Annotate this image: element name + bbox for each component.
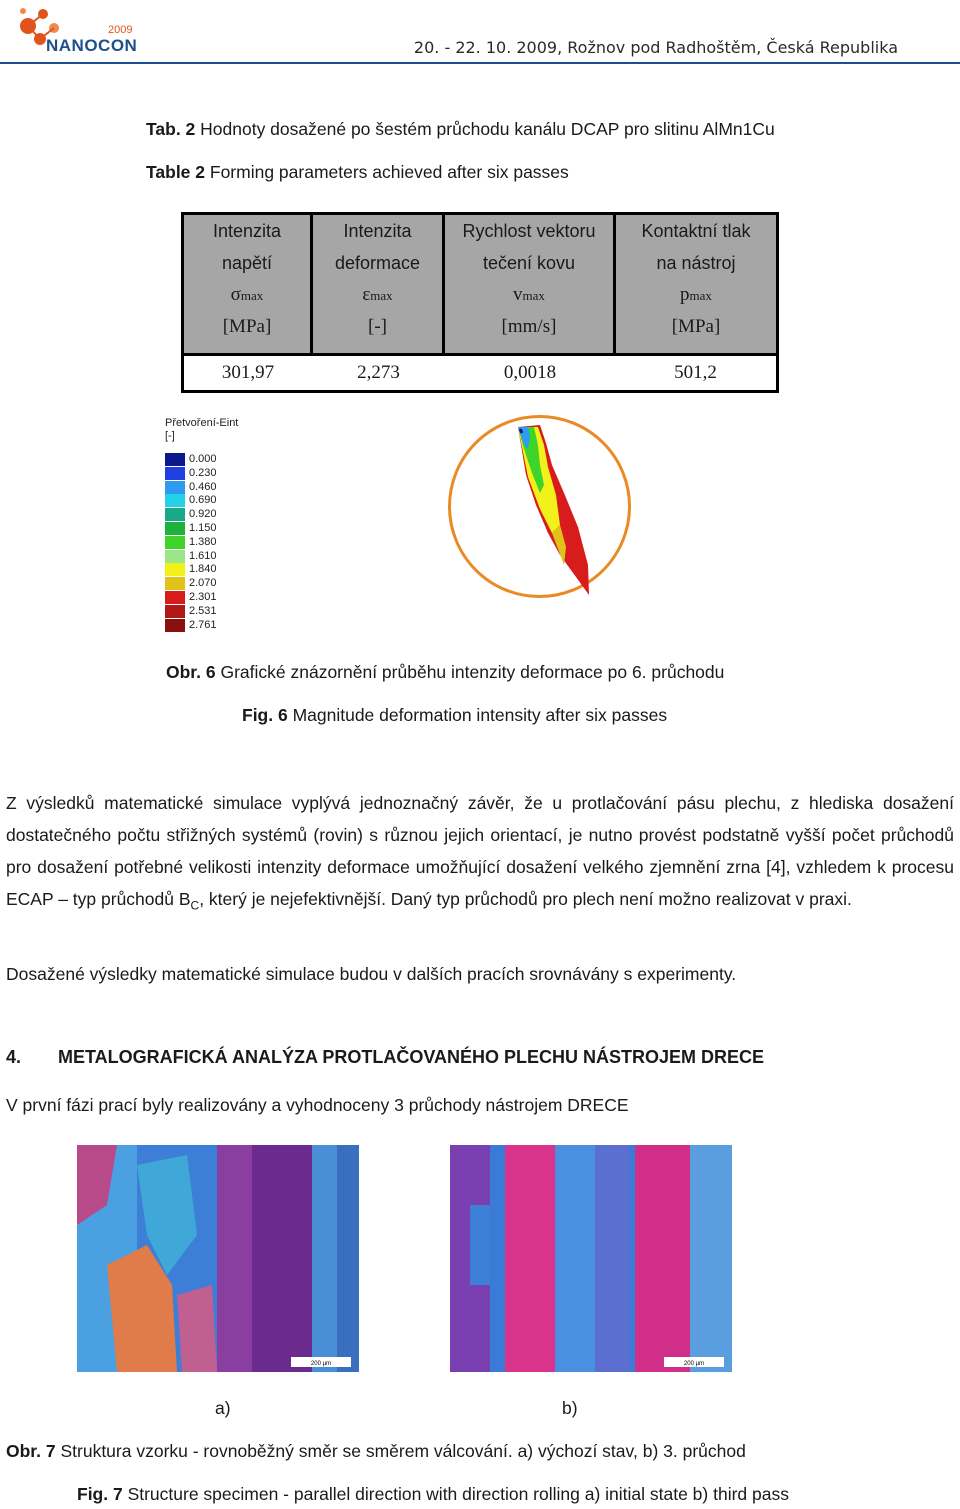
table-header-cell [445,215,616,353]
logo-year: 2009 [108,24,133,36]
micrograph-label-b: b) [562,1398,578,1418]
parameters-table [181,212,779,393]
legend-swatch [165,577,185,590]
legend-label: 1.380 [189,535,217,548]
legend-swatch [165,453,185,466]
legend-swatch [165,536,185,549]
figure6-caption-en: Fig. 6 Magnitude deformation intensity after six passes [242,705,668,725]
table-header-row [184,215,776,353]
comparison-paragraph: Dosažené výsledky matematické simulace budou v dalších pracích srovnávány s experimenty. [6,964,737,984]
header-line2: napětí [221,253,273,273]
legend-swatch [165,550,185,563]
micrograph-initial-state [77,1145,359,1372]
table-header-cell [184,215,313,353]
header-line1: Kontaktní tlak [641,221,751,241]
legend-label: 1.840 [189,563,217,576]
header-symbol: σmax [230,284,264,305]
table-header-cell [616,215,776,353]
header-symbol: vmax [513,284,545,305]
legend-label: 1.150 [189,522,217,534]
legend-label: 0.690 [189,494,217,507]
header-unit: [MPa] [671,316,721,337]
legend-swatch [165,522,185,535]
table-cell: 2,273 [313,356,445,390]
legend-swatch [165,467,185,480]
scale-bar-label: 200 µm [310,1361,332,1367]
figure6-caption-cz: Obr. 6 Grafické znázornění průběhu intenzity deformace po 6. průchodu [166,662,725,682]
legend-swatch [165,563,185,576]
header-line2: na nástroj [656,253,736,273]
table-cell: 301,97 [184,356,313,390]
header-line1: Intenzita [212,221,282,241]
legend-label: 0.920 [189,508,217,521]
logo-text: NANOCON [46,36,138,55]
table-cell: 0,0018 [445,356,616,390]
table-cell: 501,2 [616,356,776,390]
header-date-place: 20. - 22. 10. 2009, Rožnov pod Radhoštěm, Česká Republika [413,38,898,57]
header-line1: Intenzita [343,221,412,241]
header-line1: Rychlost vektoru [462,221,596,241]
legend-label: 2.301 [189,591,217,603]
micrograph-label-a: a) [215,1398,231,1418]
header-unit: [mm/s] [501,316,557,337]
table-caption-en: Table 2 Forming parameters achieved after six passes [146,162,569,182]
deformation-simulation-image [448,415,631,598]
header-unit: [MPa] [222,316,272,337]
header-unit: [-] [368,316,387,337]
legend-title: Přetvoření-Eint [-] [165,417,239,442]
legend-swatch [165,481,185,494]
legend-label: 0.000 [189,453,217,465]
figure7-caption-en: Fig. 7 Structure specimen - parallel direction with direction rolling a) initial state b) third pass [77,1484,789,1504]
legend-label: 1.610 [189,549,217,562]
section-heading: 4. METALOGRAFICKÁ ANALÝZA PROTLAČOVANÉHO PLECHU NÁSTROJEM DRECE [6,1047,765,1067]
legend-swatch [165,508,185,521]
results-paragraph: Z výsledků matematické simulace vyplývá jednoznačný závěr, že u protlačování pásu plechu, z hlediska dosažení dostatečného počtu střižných systémů (rovin) s různou jejich orientací, je nutno provést podstatně vyšší počet průchodů pro dosažení potřebné velikosti intenzity deformace umožňující dosažení velkého zjemnění zrna [4], vzhledem k procesu ECAP – typ průchodů $B_C$, který je nejefektivnější. Daný typ průchodů pro plech není možno realizovat v praxi. [6,793,954,913]
micrograph-third-pass [450,1145,732,1372]
legend-label: 2.070 [189,577,217,590]
header-symbol: εmax [362,284,393,305]
section-intro: V první fázi prací byly realizovány a vyhodnoceny 3 průchody nástrojem DRECE [6,1095,629,1115]
figure7-caption-cz: Obr. 7 Struktura vzorku - rovnoběžný směr se směrem válcování. a) výchozí stav, b) 3. průchod [6,1441,746,1461]
table-header-cell [313,215,445,353]
table-caption-cz: Tab. 2 Hodnoty dosažené po šestém průchodu kanálu DCAP pro slitinu AlMn1Cu [146,119,775,139]
table-row [184,356,776,390]
legend-label: 2.531 [189,604,217,617]
scale-bar-label: 200 µm [683,1361,705,1367]
header-symbol: pmax [680,284,712,305]
legend-swatch [165,619,185,632]
legend-swatch [165,591,185,604]
header-line2: deformace [334,253,421,273]
legend-swatch [165,494,185,507]
header-rule [0,62,960,64]
legend-swatch [165,605,185,618]
legend-label: 0.230 [189,466,217,479]
header-line2: tečení kovu [482,253,576,273]
legend-label: 0.460 [189,480,217,493]
legend-label: 2.761 [189,618,217,631]
